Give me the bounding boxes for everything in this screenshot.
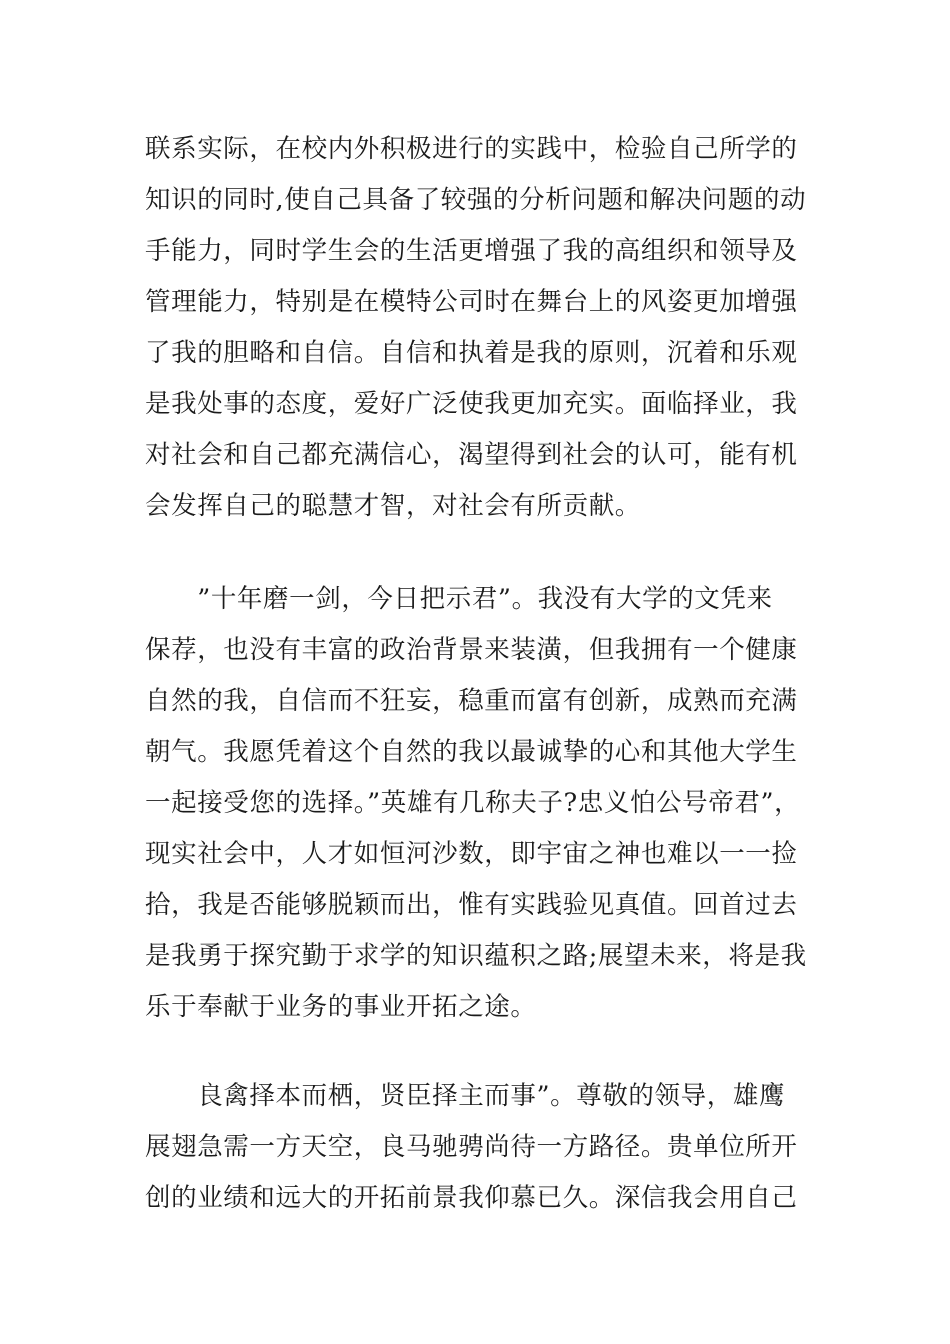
paragraph-1 (145, 124, 815, 532)
text-line: 朝气。我愿凭着这个自然的我以最诚挚的心和其他大学生 (145, 737, 798, 767)
paragraph-3 (145, 1071, 815, 1224)
text-line: 管理能力，特别是在模特公司时在舞台上的风姿更加增强 (145, 287, 798, 317)
text-line: 乐于奉献于业务的事业开拓之途。 (145, 992, 537, 1022)
text-line: 手能力，同时学生会的生活更增强了我的高组织和领导及 (145, 236, 798, 266)
paragraph-2 (145, 574, 815, 1033)
text-line: 了我的胆略和自信。自信和执着是我的原则，沉着和乐观 (145, 338, 798, 368)
text-line: 一起接受您的选择。”英雄有几称夫子?忠义怕公号帝君”， (145, 788, 801, 818)
text-line: 保荐，也没有丰富的政治背景来装潢，但我拥有一个健康 (145, 635, 798, 665)
text-line: 联系实际，在校内外积极进行的实践中，检验自己所学的 (145, 134, 798, 164)
text-line: 拾，我是否能够脱颖而出，惟有实践验见真值。回首过去 (145, 890, 798, 920)
text-line: 知识的同时,使自己具备了较强的分析问题和解决问题的动 (145, 185, 807, 215)
text-line: 会发挥自己的聪慧才智，对社会有所贡献。 (145, 491, 641, 521)
text-line: 自然的我，自信而不狂妄，稳重而富有创新，成熟而充满 (145, 686, 798, 716)
text-line: 良禽择本而栖，贤臣择主而事”。尊敬的领导，雄鹰 (145, 1081, 786, 1111)
text-line: 展翅急需一方天空，良马驰骋尚待一方路径。贵单位所开 (145, 1132, 798, 1162)
text-line: 是我勇于探究勤于求学的知识蕴积之路;展望未来，将是我 (145, 941, 807, 971)
text-line: 是我处事的态度，爱好广泛使我更加充实。面临择业，我 (145, 389, 798, 419)
text-line: 现实社会中，人才如恒河沙数，即宇宙之神也难以一一捡 (145, 839, 798, 869)
text-line: 创的业绩和远大的开拓前景我仰慕已久。深信我会用自己 (145, 1183, 798, 1213)
text-line: 对社会和自己都充满信心，渴望得到社会的认可，能有机 (145, 440, 798, 470)
text-line: ”十年磨一剑，今日把示君”。我没有大学的文凭来 (145, 584, 773, 614)
